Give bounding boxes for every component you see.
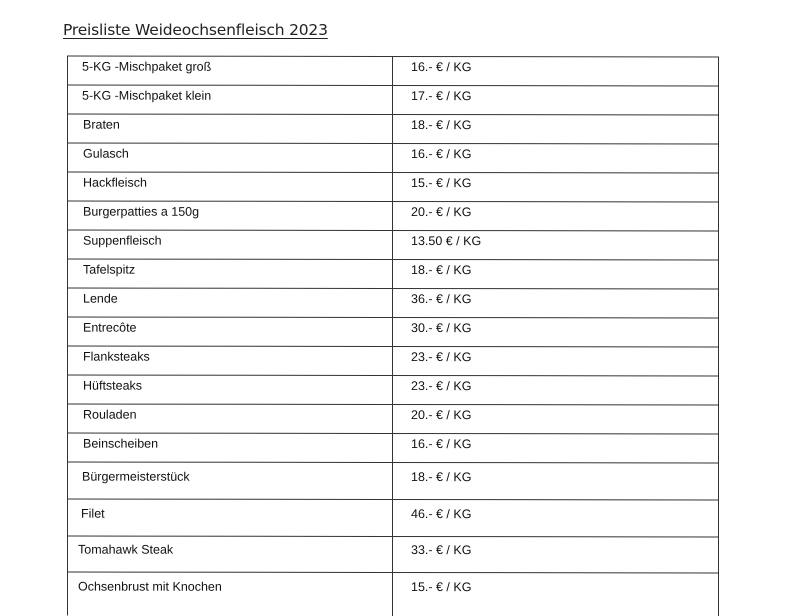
product-price: 16.- € / KG (411, 60, 472, 75)
product-price: 18.- € / KG (411, 263, 472, 278)
table-row (68, 202, 718, 232)
product-name: Gulasch (83, 146, 129, 161)
product-name: Braten (83, 117, 120, 132)
product-price: 23.- € / KG (411, 379, 472, 394)
table-row (68, 434, 718, 464)
product-price: 18.- € / KG (411, 118, 472, 133)
product-name: Bürgermeisterstück (82, 469, 190, 484)
product-name: Rouladen (83, 407, 137, 422)
table-row (68, 376, 718, 406)
table-row (68, 57, 718, 87)
product-price: 36.- € / KG (411, 292, 472, 307)
product-name: Beinscheiben (83, 436, 159, 451)
product-price: 30.- € / KG (411, 321, 472, 336)
product-price: 13.50 € / KG (411, 234, 482, 249)
table-row (68, 115, 718, 145)
product-price: 16.- € / KG (411, 437, 472, 452)
table-row (68, 86, 718, 116)
table-row (68, 573, 718, 611)
table-row (68, 260, 718, 290)
product-price: 17.- € / KG (411, 89, 472, 104)
product-price: 15.- € / KG (411, 176, 472, 191)
product-name: Filet (81, 506, 105, 521)
product-price: 18.- € / KG (411, 470, 472, 485)
product-name: Entrecôte (83, 320, 137, 335)
table-row (68, 347, 718, 377)
product-name: Ochsenbrust mit Knochen (78, 579, 222, 594)
product-name: Lende (83, 291, 118, 306)
product-price: 20.- € / KG (411, 205, 472, 220)
product-name: Hüftsteaks (83, 378, 143, 393)
page-title: Preisliste Weideochsenfleisch 2023 (63, 21, 328, 39)
product-name: 5-KG -Mischpaket groß (82, 59, 212, 74)
product-name: Hackfleisch (83, 175, 147, 190)
price-table (67, 56, 719, 616)
table-row (68, 173, 718, 203)
product-price: 23.- € / KG (411, 350, 472, 365)
table-row (68, 537, 718, 574)
product-name: Suppenfleisch (83, 233, 162, 248)
table-row (68, 463, 718, 501)
table-row (68, 144, 718, 174)
table-row (68, 405, 718, 435)
product-price: 20.- € / KG (411, 408, 472, 423)
product-price: 16.- € / KG (411, 147, 472, 162)
product-name: 5-KG -Mischpaket klein (82, 88, 212, 103)
table-row (68, 500, 718, 538)
table-row (68, 318, 718, 348)
product-price: 33.- € / KG (411, 543, 472, 558)
table-row (68, 231, 718, 261)
product-name: Burgerpatties a 150g (83, 204, 200, 219)
product-name: Tomahawk Steak (78, 542, 174, 557)
table-row (68, 289, 718, 319)
product-price: 15.- € / KG (411, 580, 472, 595)
product-name: Tafelspitz (83, 262, 136, 277)
product-name: Flanksteaks (83, 349, 150, 364)
product-price: 46.- € / KG (411, 507, 472, 522)
